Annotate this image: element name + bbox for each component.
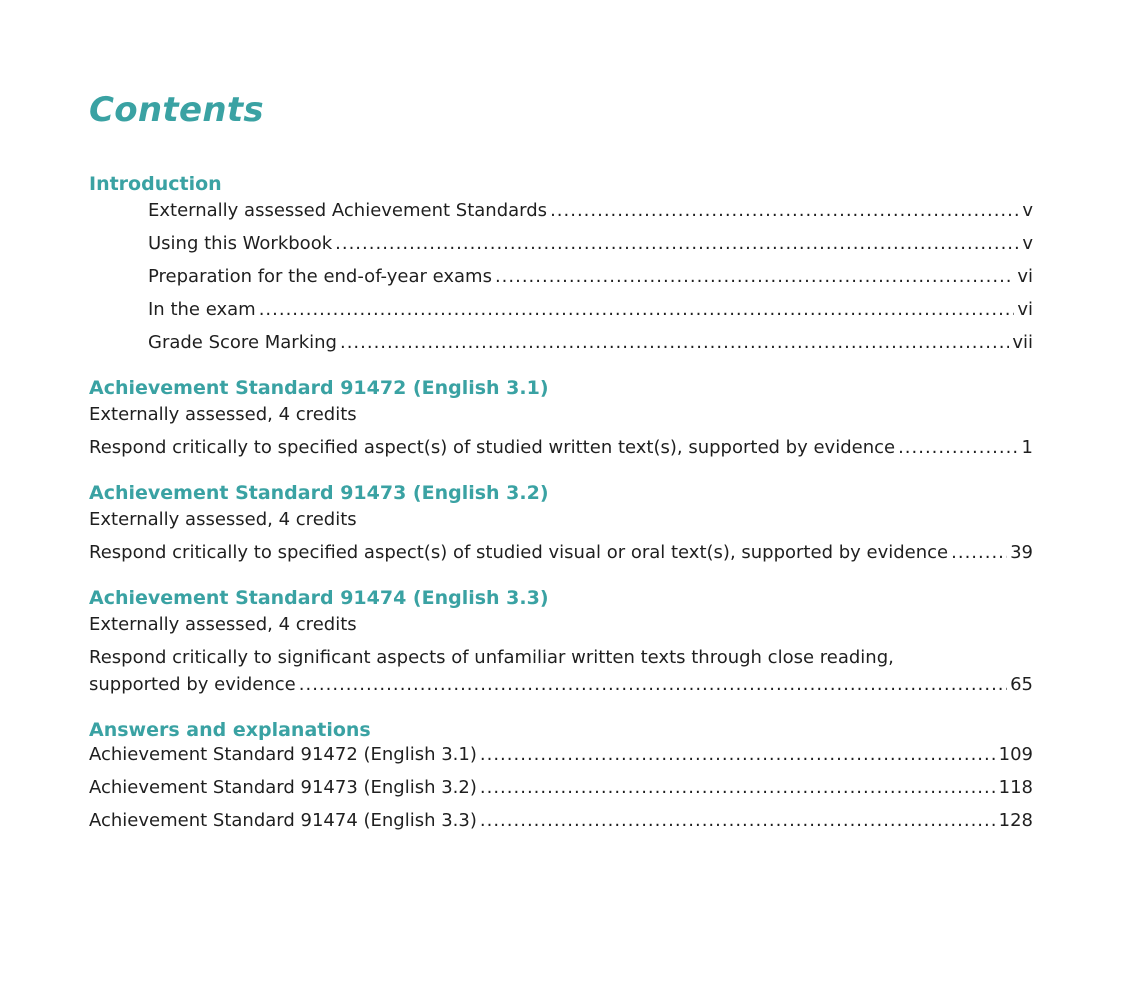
answers-heading: Answers and explanations [89,719,371,741]
page-number: 1 [1021,437,1033,458]
toc-entry[interactable]: Preparation for the end-of-year exams ..... vi [89,264,1033,290]
toc-entry[interactable]: supported by evidence ..... 65 [89,672,1033,698]
toc-entry[interactable]: Achievement Standard 91474 (English 3.3) ..... 128 [89,808,1033,834]
page-number: v [1022,200,1033,221]
contents-page [89,90,1033,854]
page-title: Contents [89,90,264,130]
toc-entry[interactable]: Respond critically to specified aspect(s) of studied written text(s), supported by evidence ..... 1 [89,435,1033,461]
standard-credits: Externally assessed, 4 credits [89,509,357,530]
standard-91474-section [89,586,1033,698]
page-number: 128 [998,810,1033,831]
standard-heading: Achievement Standard 91474 (English 3.3) [89,587,549,609]
page-number: 118 [998,777,1033,798]
standard-credits: Externally assessed, 4 credits [89,614,357,635]
page-number: vi [1017,266,1033,287]
page-number: vi [1017,299,1033,320]
answers-section [89,718,1033,834]
standard-heading: Achievement Standard 91472 (English 3.1) [89,377,549,399]
page-number: 39 [1010,542,1033,563]
page-number: vii [1012,332,1033,353]
standard-credits: Externally assessed, 4 credits [89,404,357,425]
toc-entry[interactable]: Externally assessed Achievement Standards ..... v [89,198,1033,224]
page-number: 65 [1010,674,1033,695]
toc-entry[interactable]: In the exam ..... vi [89,297,1033,323]
introduction-section [89,172,1033,356]
standard-heading: Achievement Standard 91473 (English 3.2) [89,482,549,504]
toc-entry[interactable]: Achievement Standard 91473 (English 3.2) ..... 118 [89,775,1033,801]
toc-entry[interactable]: Achievement Standard 91472 (English 3.1) ..... 109 [89,742,1033,768]
page-number: 109 [998,744,1033,765]
toc-entry[interactable]: Using this Workbook ..... v [89,231,1033,257]
standard-91473-section [89,481,1033,566]
toc-entry[interactable]: Grade Score Marking ..... vii [89,330,1033,356]
standard-91472-section [89,376,1033,461]
introduction-heading: Introduction [89,173,222,195]
page-number: v [1022,233,1033,254]
toc-entry-first-line: Respond critically to significant aspects of unfamiliar written texts through close reading, [89,647,894,668]
toc-entry[interactable]: Respond critically to specified aspect(s) of studied visual or oral text(s), supported by evidence ..... 39 [89,540,1033,566]
